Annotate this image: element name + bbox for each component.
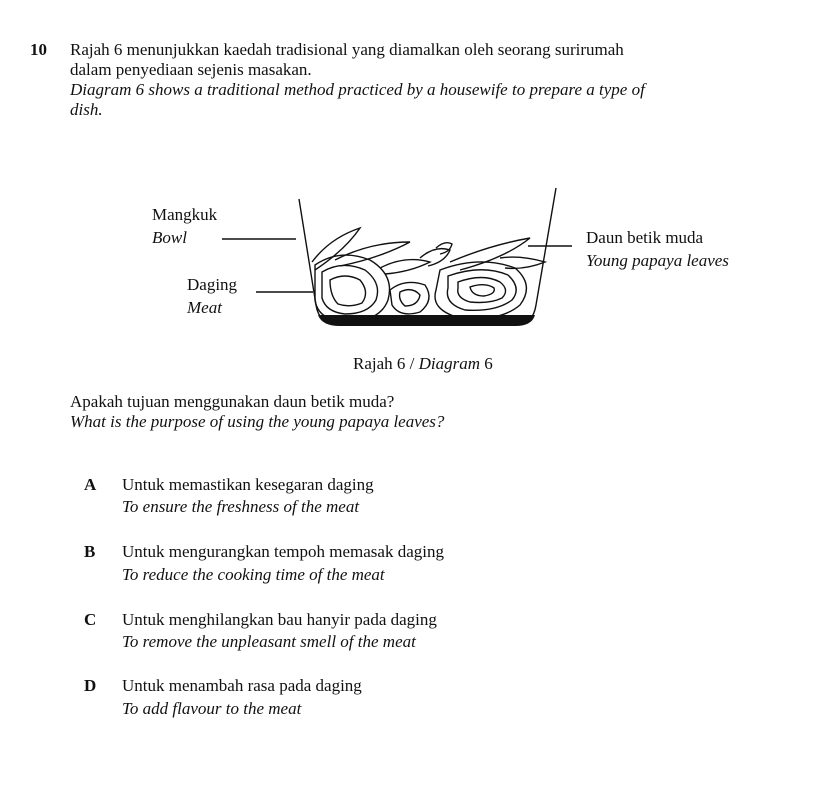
option-letter: C bbox=[84, 610, 97, 629]
prompt-malay: Apakah tujuan menggunakan daun betik muda? bbox=[70, 392, 395, 411]
option-malay: Untuk menambah rasa pada daging bbox=[122, 676, 362, 695]
bowl-bottom-fill bbox=[318, 315, 535, 326]
option-english: To remove the unpleasant smell of the meat bbox=[122, 632, 416, 651]
option-letter: B bbox=[84, 542, 96, 561]
label-meat-english: Meat bbox=[187, 298, 222, 317]
question-malay-line2: dalam penyediaan sejenis masakan. bbox=[70, 60, 312, 79]
question-number: 10 bbox=[30, 40, 47, 59]
label-leaves-malay: Daun betik muda bbox=[586, 228, 704, 247]
option-english: To reduce the cooking time of the meat bbox=[122, 565, 385, 584]
question-english-line2: dish. bbox=[70, 100, 103, 119]
option-english: To add flavour to the meat bbox=[122, 699, 302, 718]
question-malay-line1: Rajah 6 menunjukkan kaedah tradisional yang diamalkan oleh seorang surirumah bbox=[70, 40, 624, 59]
leaves-drawing bbox=[312, 228, 545, 274]
option-english: To ensure the freshness of the meat bbox=[122, 497, 360, 516]
question-english-line1: Diagram 6 shows a traditional method practiced by a housewife to prepare a type of bbox=[70, 80, 645, 99]
option-letter: A bbox=[84, 475, 97, 494]
label-leaves-english: Young papaya leaves bbox=[586, 251, 729, 270]
option-malay: Untuk menghilangkan bau hanyir pada daging bbox=[122, 610, 437, 629]
option-letter: D bbox=[84, 676, 97, 695]
label-bowl-malay: Mangkuk bbox=[152, 205, 218, 224]
option-malay: Untuk memastikan kesegaran daging bbox=[122, 475, 374, 494]
prompt-english: What is the purpose of using the young papaya leaves? bbox=[70, 412, 445, 431]
label-bowl-english: Bowl bbox=[152, 228, 187, 247]
label-meat-malay: Daging bbox=[187, 275, 238, 294]
diagram-caption bbox=[353, 354, 493, 374]
caption-english: Diagram bbox=[418, 354, 481, 373]
option-malay: Untuk mengurangkan tempoh memasak daging bbox=[122, 542, 444, 561]
caption-number: 6 bbox=[480, 354, 493, 373]
caption-malay: Rajah 6 / bbox=[353, 354, 419, 373]
